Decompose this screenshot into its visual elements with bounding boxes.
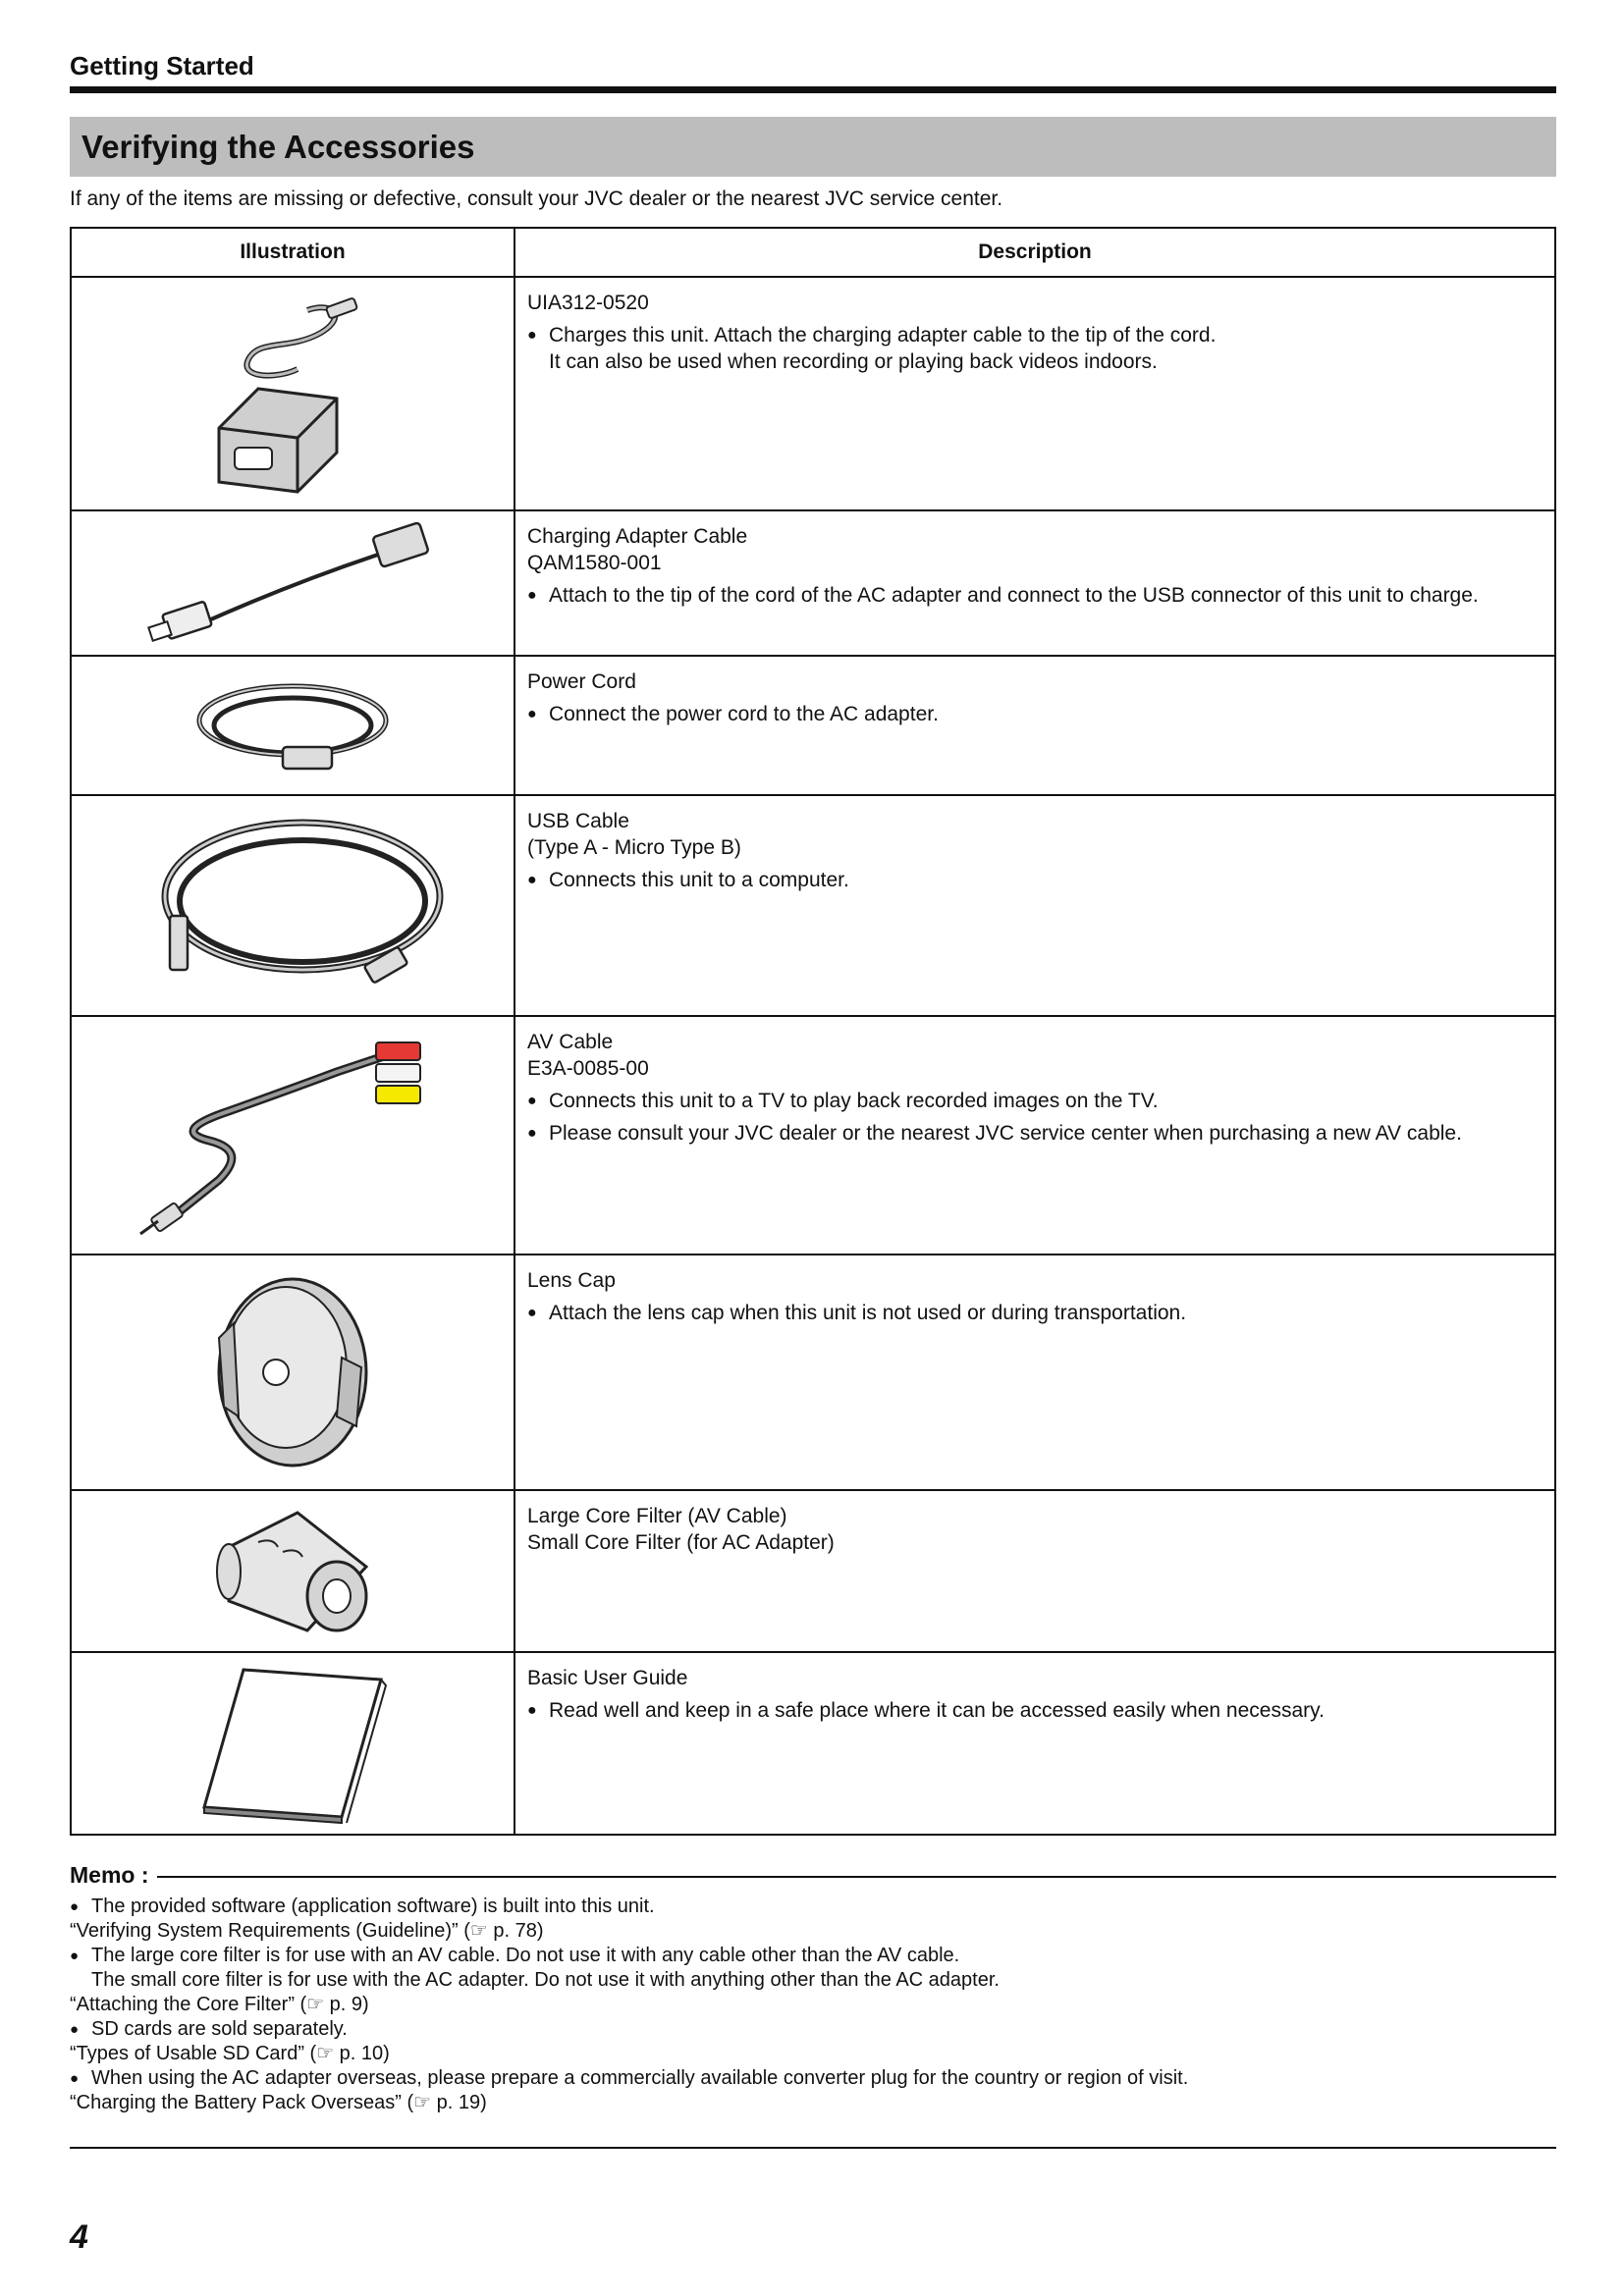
table-row [71,1490,1555,1652]
power-cord-icon [72,667,514,784]
bullet-text: ● Connect the power cord to the AC adapter. [549,703,939,725]
table-row [71,656,1555,795]
description-cell [514,510,1555,656]
core-filter-icon [72,1503,514,1640]
table-row [71,277,1555,510]
ac-adapter-icon [72,291,514,497]
chapter-rule [70,86,1556,93]
description-cell [514,795,1555,1016]
description-bullet [527,1120,1543,1147]
section-title-bar [70,117,1556,177]
description-line: AV Cable [527,1031,614,1053]
table-row [71,1255,1555,1490]
user-guide-icon [72,1660,514,1827]
memo-bullet [70,2066,1556,2091]
description-line: UIA312-0520 [527,292,649,314]
description-line: Charging Adapter Cable [527,525,748,548]
column-header-description: Description [514,228,1555,277]
page-number: 4 [70,2218,88,2256]
description-bullet [527,1697,1543,1724]
description-bullet [527,867,1543,893]
section-title: Verifying the Accessories [81,129,475,165]
lens-cap-icon [72,1269,514,1475]
av-cable-icon [72,1033,514,1239]
memo-bullet [70,2017,1556,2042]
memo-rule [70,1876,1556,1878]
illustration-cell [71,510,514,656]
description-bullet [527,582,1543,609]
memo-bullet-text: ● SD cards are sold separately. [91,2018,348,2040]
description-bullet [527,1088,1543,1114]
chapter-heading: Getting Started [70,51,254,80]
description-line: QAM1580-001 [527,552,662,574]
description-cell [514,1490,1555,1652]
description-line: USB Cable [527,810,629,832]
description-bullet [527,322,1543,375]
description-bullet [527,1300,1543,1326]
description-cell [514,1255,1555,1490]
memo-reference-link[interactable]: “Types of Usable SD Card” (☞ p. 10) [70,2043,390,2064]
memo-body [70,1895,1556,2115]
description-cell [514,277,1555,510]
illustration-cell [71,656,514,795]
table-row [71,795,1555,1016]
illustration-cell [71,277,514,510]
memo-reference-link[interactable]: “Verifying System Requirements (Guideline)” (☞ p. 78) [70,1920,544,1942]
table-row [71,1016,1555,1255]
description-line: E3A-0085-00 [527,1057,649,1080]
bullet-text: ● Connects this unit to a computer. [549,869,849,891]
bullet-text: ● Attach the lens cap when this unit is not used or during transportation. [549,1302,1187,1324]
memo-section [70,1862,1556,2115]
memo-bullet [70,1944,1556,1993]
intro-text: If any of the items are missing or defective, consult your JVC dealer or the nearest JVC service center. [70,187,1003,210]
column-header-illustration: Illustration [71,228,514,277]
description-line: Basic User Guide [527,1667,688,1689]
description-cell [514,1652,1555,1835]
description-bullet [527,701,1543,727]
illustration-cell [71,1652,514,1835]
usb-cable-icon [72,808,514,1004]
memo-heading: Memo : [70,1862,157,1889]
memo-bullet-text: ● The provided software (application software) is built into this unit. [91,1896,655,1917]
bullet-text: ● Connects this unit to a TV to play back recorded images on the TV. [549,1090,1159,1112]
table-row [71,510,1555,656]
bullet-text: ● Please consult your JVC dealer or the nearest JVC service center when purchasing a new AV cable. [549,1122,1462,1145]
memo-reference-link[interactable]: “Attaching the Core Filter” (☞ p. 9) [70,1994,369,2015]
description-line: Small Core Filter (for AC Adapter) [527,1531,835,1554]
description-line: Lens Cap [527,1269,616,1292]
memo-bullet-text: ● The large core filter is for use with an AV cable. Do not use it with any cable other than the AV cable. [91,1945,960,1966]
bullet-text: ● Attach to the tip of the cord of the AC adapter and connect to the USB connector of this unit to charge. [549,584,1479,607]
memo-bullet [70,1895,1556,1919]
description-cell [514,1016,1555,1255]
memo-end-rule [70,2147,1556,2149]
bullet-text: It can also be used when recording or playing back videos indoors. [549,350,1158,373]
description-cell [514,656,1555,795]
memo-reference-link[interactable]: “Charging the Battery Pack Overseas” (☞ p. 19) [70,2092,487,2113]
table-header-row [71,228,1555,277]
charging-cable-icon [72,514,514,652]
illustration-cell [71,1255,514,1490]
description-line: Power Cord [527,670,636,693]
memo-bullet-text: ● When using the AC adapter overseas, please prepare a commercially available converter plug for the country or region of visit. [91,2067,1189,2089]
bullet-text: ● Charges this unit. Attach the charging adapter cable to the tip of the cord. [549,324,1217,347]
table-row [71,1652,1555,1835]
illustration-cell [71,1016,514,1255]
bullet-text: ● Read well and keep in a safe place where it can be accessed easily when necessary. [549,1699,1325,1722]
description-line: (Type A - Micro Type B) [527,836,741,859]
illustration-cell [71,795,514,1016]
description-line: Large Core Filter (AV Cable) [527,1505,787,1527]
accessories-table [70,227,1556,1836]
illustration-cell [71,1490,514,1652]
memo-bullet-text: The small core filter is for use with the AC adapter. Do not use it with anything other than the AC adapter. [91,1969,1000,1991]
